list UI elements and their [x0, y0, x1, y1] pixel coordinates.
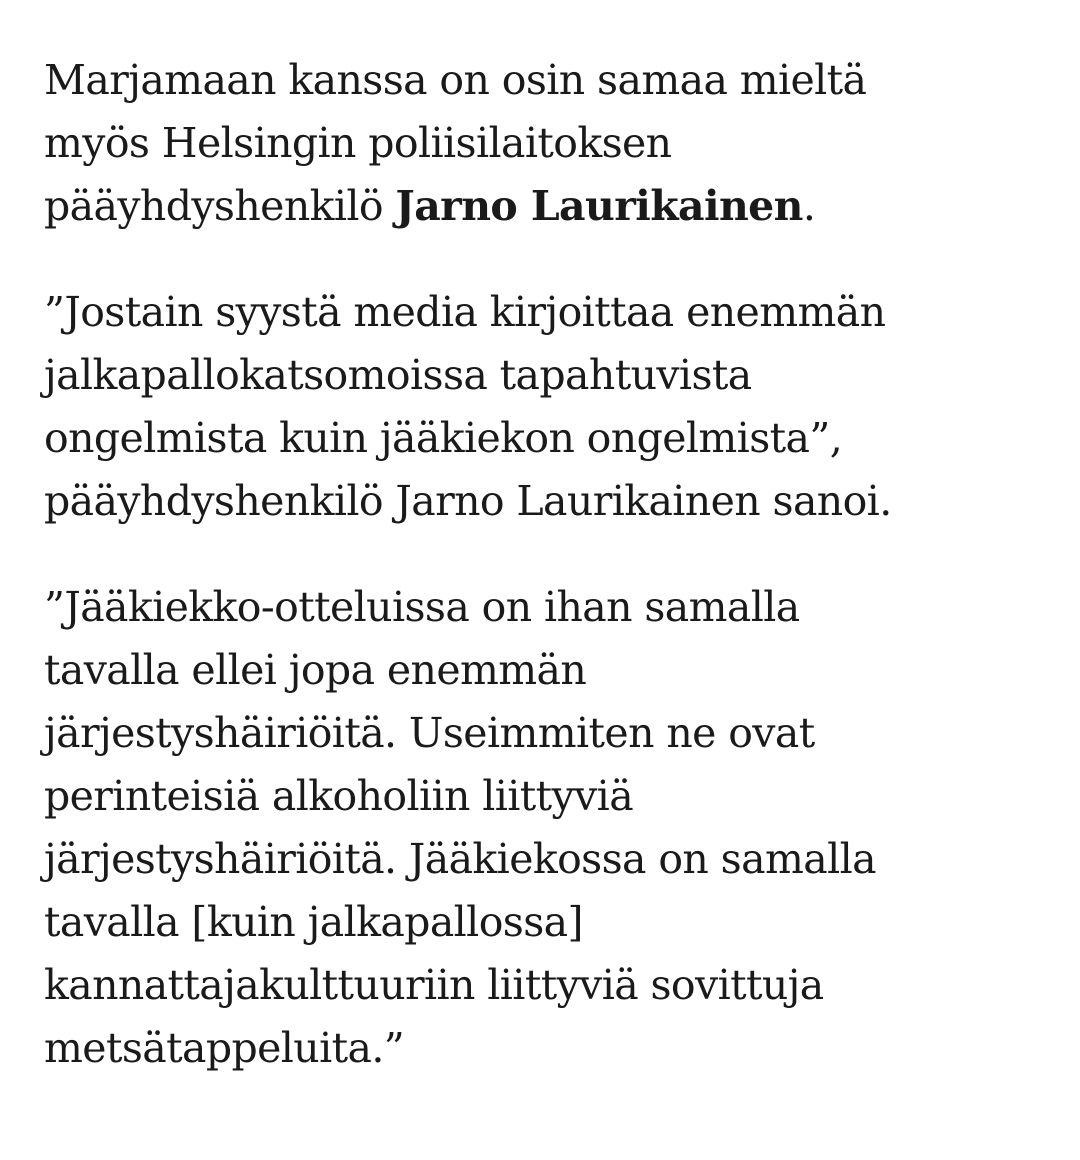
text-line: järjestyshäiriöitä. Useimmiten ne ovat — [44, 709, 815, 757]
text-line: kannattajakulttuuriin liittyviä sovittuja — [44, 961, 824, 1009]
text-line-prefix: pääyhdyshenkilö — [44, 182, 396, 230]
person-name: Jarno Laurikainen — [395, 182, 803, 230]
text-line: myös Helsingin poliisilaitoksen — [44, 119, 672, 167]
paragraph-1 — [44, 49, 1054, 238]
text-line: jalkapallokatsomoissa tapahtuvista — [44, 351, 752, 399]
text-line — [44, 175, 1054, 238]
text-line: metsätappeluita.” — [44, 1024, 405, 1072]
text-line-suffix: . — [802, 182, 816, 230]
text-line: ongelmista kuin jääkiekon ongelmista”, — [44, 414, 843, 462]
text-line: tavalla ellei jopa enemmän — [44, 646, 587, 694]
text-line: tavalla [kuin jalkapallossa] — [44, 898, 583, 946]
text-line: pääyhdyshenkilö Jarno Laurikainen sanoi. — [44, 477, 892, 525]
paragraph-2 — [44, 281, 1054, 533]
article-body — [44, 49, 1054, 1080]
text-line: Marjamaan kanssa on osin samaa mieltä — [44, 56, 867, 104]
text-line: perinteisiä alkoholiin liittyviä — [44, 772, 634, 820]
paragraph-3 — [44, 576, 1054, 1080]
text-line: järjestyshäiriöitä. Jääkiekossa on samalla — [44, 835, 876, 883]
text-line: ”Jääkiekko-otteluissa on ihan samalla — [44, 583, 800, 631]
text-line: ”Jostain syystä media kirjoittaa enemmän — [44, 288, 886, 336]
